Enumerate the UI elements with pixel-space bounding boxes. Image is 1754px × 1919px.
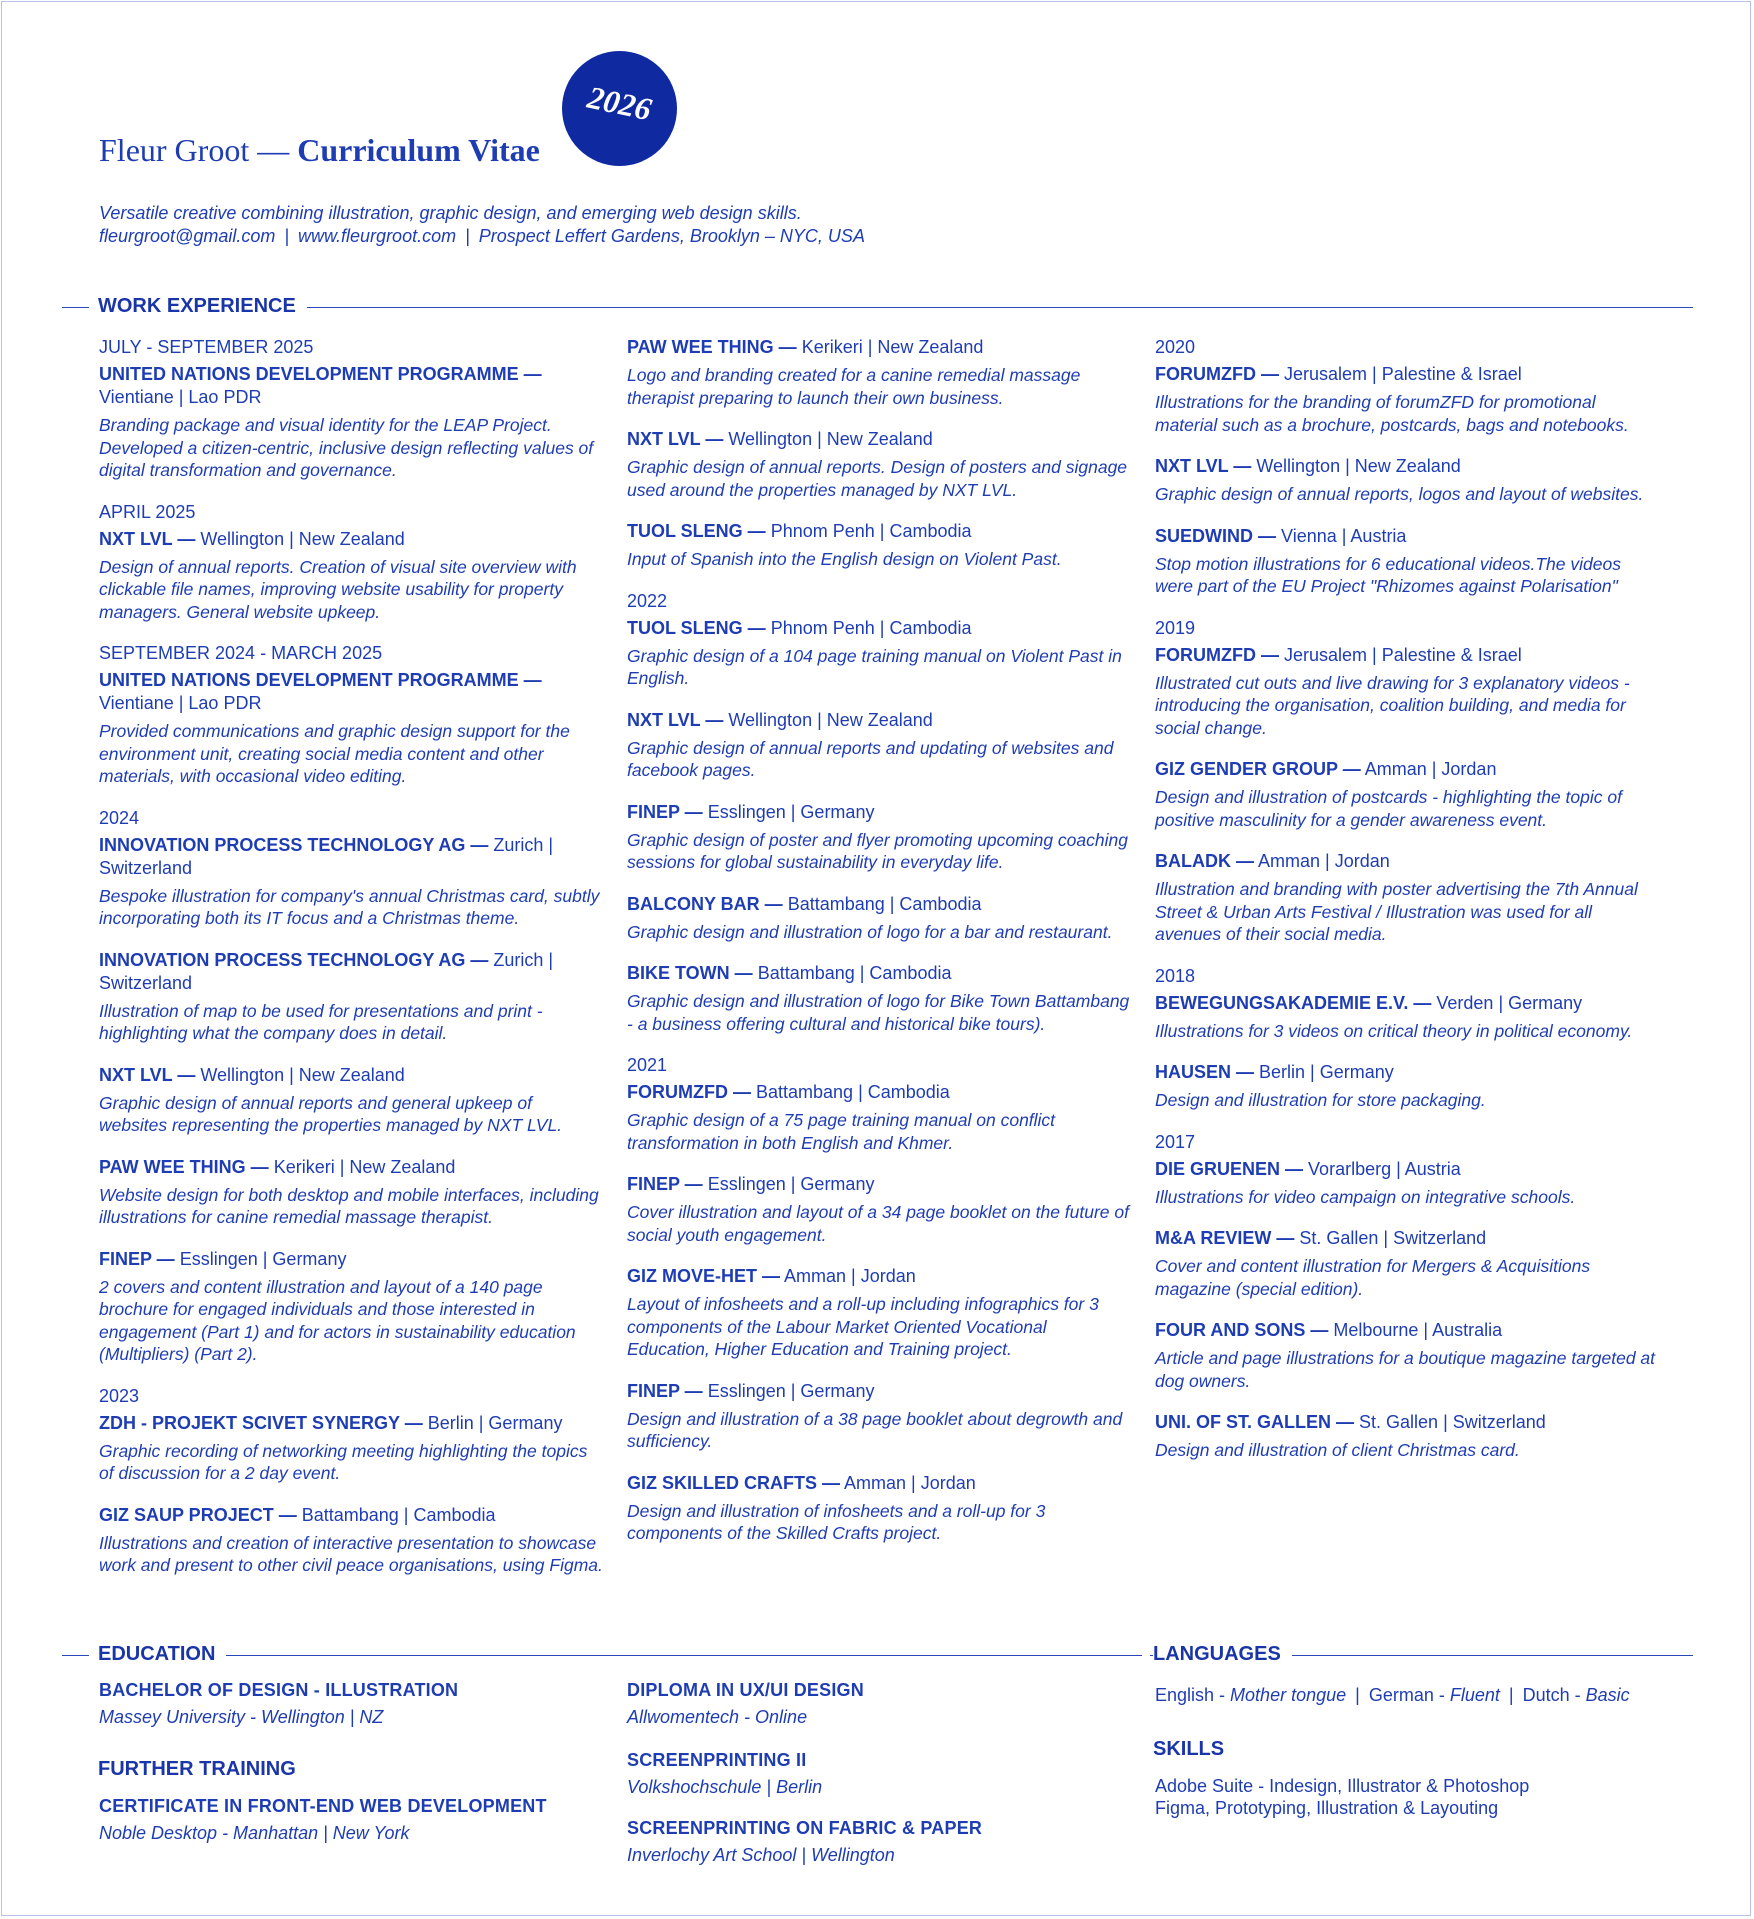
experience-year: 2020 [1155, 337, 1196, 357]
experience-org: BIKE TOWN — [627, 963, 753, 983]
experience-heading [627, 801, 1132, 824]
experience-heading [627, 893, 1132, 916]
experience-heading [627, 428, 1132, 451]
experience-location: Vientiane | Lao PDR [99, 693, 262, 713]
experience-description: Stop motion illustrations for 6 educational videos.The videos were part of the EU Project "Rhizomes against Polarisation" [1155, 553, 1621, 596]
experience-year: 2024 [99, 807, 140, 828]
experience-entry [99, 1064, 604, 1137]
experience-entry [627, 1054, 1132, 1154]
experience-description: Graphic design of annual reports, logos and layout of websites. [1155, 484, 1644, 504]
experience-year: APRIL 2025 [99, 501, 196, 522]
experience-description: Bespoke illustration for company's annual Christmas card, subtly incorporating both its IT focus and a Christmas theme. [99, 885, 600, 928]
experience-heading [627, 1173, 1132, 1196]
experience-description: Graphic design of annual reports and updating of websites and facebook pages. [627, 737, 1114, 780]
experience-org: PAW WEE THING — [627, 337, 797, 357]
experience-org: FINEP — [627, 801, 703, 822]
experience-entry [1155, 758, 1660, 831]
experience-entry [99, 1504, 604, 1577]
experience-entry [627, 962, 1132, 1035]
experience-heading [627, 1380, 1132, 1403]
training-item: SCREENPRINTING ON FABRIC & PAPER Inverlochy Art School | Wellington [627, 1818, 983, 1865]
experience-entry [1155, 1319, 1660, 1392]
experience-heading [627, 1265, 1132, 1288]
experience-heading [1155, 850, 1660, 873]
work-column-2 [627, 336, 1132, 1564]
experience-description: Design and illustration for store packaging. [1155, 1090, 1486, 1110]
experience-description: Graphic design and illustration of logo for a bar and restaurant. [627, 921, 1113, 942]
experience-org: UNI. OF ST. GALLEN — [1155, 1412, 1355, 1432]
experience-heading [99, 834, 604, 880]
experience-heading [99, 1412, 604, 1435]
experience-location: Kerikeri | New Zealand [801, 337, 984, 357]
email-link[interactable]: fleurgroot@gmail.com [99, 226, 276, 246]
experience-entry [627, 893, 1132, 944]
experience-year: 2018 [1155, 965, 1196, 986]
experience-entry [1155, 1227, 1660, 1300]
experience-heading [99, 363, 604, 409]
experience-entry [1155, 965, 1660, 1043]
experience-entry [627, 590, 1132, 690]
experience-org: UNITED NATIONS DEVELOPMENT PROGRAMME — [99, 364, 542, 384]
experience-heading [99, 1156, 604, 1179]
experience-description: Input of Spanish into the English design on Violent Past. [627, 549, 1062, 569]
experience-description: Cover illustration and layout of a 34 page booklet on the future of social youth engagement. [627, 1202, 1129, 1245]
experience-org: INNOVATION PROCESS TECHNOLOGY AG — [99, 834, 489, 855]
education-heading: EDUCATION [89, 1643, 226, 1666]
experience-heading [1155, 1158, 1660, 1181]
experience-year: SEPTEMBER 2024 - MARCH 2025 [99, 643, 383, 663]
experience-location: Battambang | Cambodia [756, 1082, 950, 1102]
experience-heading [99, 528, 604, 551]
experience-description: Design and illustration of postcards - highlighting the topic of positive masculinity for a gender awareness event. [1155, 787, 1622, 830]
experience-org: M&A REVIEW — [1155, 1228, 1295, 1248]
experience-heading [1155, 644, 1660, 667]
experience-description: Illustration and branding with poster advertising the 7th Annual Street & Urban Arts Festival / Illustration was used for all avenues of their social media. [1155, 879, 1638, 944]
experience-location: Wellington | New Zealand [728, 709, 933, 730]
year-badge [562, 51, 677, 166]
experience-org: ZDH - PROJEKT SCIVET SYNERGY — [99, 1412, 423, 1433]
experience-heading [99, 949, 604, 995]
experience-location: Phnom Penh | Cambodia [770, 617, 972, 638]
experience-heading [1155, 992, 1660, 1015]
experience-location: Berlin | Germany [427, 1412, 563, 1433]
experience-org: SUEDWIND — [1155, 525, 1276, 546]
experience-description: Cover and content illustration for Mergers & Acquisitions magazine (special edition). [1155, 1256, 1591, 1299]
experience-org: NXT LVL — [99, 528, 196, 549]
experience-description: Article and page illustrations for a boutique magazine targeted at dog owners. [1155, 1348, 1656, 1391]
experience-heading [99, 1504, 604, 1527]
experience-heading [627, 962, 1132, 985]
experience-description: 2 covers and content illustration and layout of a 140 page brochure for engaged individuals and those interested in engagement (Part 1) and for actors in sustainability education (Multipliers) (Part 2). [99, 1276, 576, 1364]
experience-org: TUOL SLENG — [627, 617, 766, 638]
experience-entry [1155, 336, 1660, 436]
experience-location: Esslingen | Germany [707, 801, 875, 822]
languages-line: English - Mother tongue | German - Fluent | Dutch - Basic [1155, 1685, 1630, 1705]
experience-entry [1155, 1061, 1660, 1112]
experience-entry [627, 1265, 1132, 1361]
year-badge-text: 2026 [584, 78, 655, 128]
experience-org: BEWEGUNGSAKADEMIE E.V. — [1155, 992, 1432, 1013]
experience-entry [627, 520, 1132, 571]
experience-description: Illustrated cut outs and live drawing for 3 explanatory videos - introducing the organisation, coalition building, and media for social change. [1155, 672, 1630, 738]
work-heading: WORK EXPERIENCE [89, 295, 307, 318]
title-dash: — [257, 132, 290, 168]
experience-org: TUOL SLENG — [627, 521, 766, 541]
education-item: DIPLOMA IN UX/UI DESIGN Allwomentech - Online [627, 1680, 864, 1727]
experience-location: Esslingen | Germany [707, 1174, 875, 1194]
experience-location: Verden | Germany [1436, 992, 1583, 1013]
experience-description: Graphic recording of networking meeting highlighting the topics of discussion for a 2 day event. [99, 1440, 588, 1483]
experience-heading [1155, 363, 1660, 386]
experience-org: FINEP — [627, 1380, 703, 1401]
experience-description: Graphic design of poster and flyer promoting upcoming coaching sessions for global sustainability in everyday life. [627, 829, 1128, 872]
experience-location: Phnom Penh | Cambodia [770, 521, 972, 541]
experience-heading [1155, 1227, 1660, 1250]
experience-heading [627, 1081, 1132, 1104]
experience-location: Vienna | Austria [1281, 525, 1407, 546]
experience-entry [627, 336, 1132, 409]
experience-entry [99, 1248, 604, 1366]
experience-org: NXT LVL — [627, 429, 724, 449]
languages-heading: LANGUAGES [1153, 1643, 1292, 1666]
experience-location: Berlin | Germany [1259, 1062, 1394, 1082]
experience-entry [627, 1173, 1132, 1246]
experience-org: HAUSEN — [1155, 1062, 1255, 1082]
experience-description: Design of annual reports. Creation of visual site overview with clickable file names, improving website usability for property managers. General website upkeep. [99, 556, 577, 622]
page-title [99, 132, 540, 169]
experience-org: FINEP — [627, 1174, 703, 1194]
experience-description: Graphic design and illustration of logo for Bike Town Battambang - a business offering cultural and historical bike tours). [627, 991, 1130, 1034]
experience-entry [627, 801, 1132, 874]
experience-entry [627, 428, 1132, 501]
experience-org: FORUMZFD — [1155, 364, 1279, 384]
experience-location: Zurich | Switzerland [99, 834, 554, 878]
experience-description: Logo and branding created for a canine remedial massage therapist preparing to launch their own business. [627, 365, 1081, 408]
experience-location: St. Gallen | Switzerland [1299, 1228, 1487, 1248]
experience-org: BALCONY BAR — [627, 893, 783, 914]
name: Fleur Groot [99, 132, 250, 168]
experience-description: Illustrations for the branding of forumZFD for promotional material such as a brochure, postcards, bags and notebooks. [1155, 392, 1629, 435]
experience-org: INNOVATION PROCESS TECHNOLOGY AG — [99, 949, 489, 970]
cv-label: Curriculum Vitae [297, 132, 540, 168]
experience-org: FORUMZFD — [1155, 644, 1279, 665]
experience-description: Graphic design of annual reports and general upkeep of websites representing the properties managed by NXT LVL. [99, 1092, 563, 1135]
experience-org: FOUR AND SONS — [1155, 1320, 1329, 1340]
experience-heading [1155, 525, 1660, 548]
experience-location: Esslingen | Germany [179, 1248, 347, 1269]
website-link[interactable]: www.fleurgroot.com [298, 226, 457, 246]
experience-heading [627, 520, 1132, 543]
experience-heading [1155, 1061, 1660, 1084]
experience-org: FINEP — [99, 1248, 175, 1269]
experience-entry [627, 1380, 1132, 1453]
experience-location: Vientiane | Lao PDR [99, 387, 262, 407]
experience-location: Esslingen | Germany [707, 1380, 875, 1401]
experience-location: Vorarlberg | Austria [1308, 1158, 1461, 1179]
experience-entry [99, 807, 604, 930]
experience-heading [99, 1064, 604, 1087]
experience-description: Graphic design of a 104 page training manual on Violent Past in English. [627, 645, 1122, 688]
experience-location: Jerusalem | Palestine & Israel [1284, 644, 1522, 665]
experience-description: Illustration of map to be used for presentations and print - highlighting what the company does in detail. [99, 1000, 543, 1043]
experience-org: GIZ SAUP PROJECT — [99, 1504, 297, 1525]
experience-location: Wellington | New Zealand [200, 528, 405, 549]
experience-year: 2019 [1155, 617, 1196, 638]
experience-year: 2023 [99, 1385, 140, 1406]
experience-description: Design and illustration of infosheets and a roll-up for 3 components of the Skilled Crafts project. [627, 1500, 1046, 1543]
experience-org: BALADK — [1155, 851, 1254, 871]
experience-entry [99, 642, 604, 788]
experience-location: Wellington | New Zealand [1256, 456, 1461, 476]
experience-description: Design and illustration of a 38 page booklet about degrowth and sufficiency. [627, 1408, 1123, 1451]
experience-entry [1155, 455, 1660, 506]
experience-location: Amman | Jordan [1364, 759, 1497, 779]
experience-entry [99, 336, 604, 482]
experience-entry [627, 709, 1132, 782]
experience-heading [627, 617, 1132, 640]
experience-location: Amman | Jordan [784, 1266, 916, 1286]
experience-heading [627, 709, 1132, 732]
experience-location: Battambang | Cambodia [301, 1504, 496, 1525]
experience-org: GIZ GENDER GROUP — [1155, 759, 1361, 779]
experience-entry [627, 1472, 1132, 1545]
experience-description: Illustrations and creation of interactive presentation to showcase work and present to other civil peace organisations, using Figma. [99, 1532, 603, 1575]
education-item: BACHELOR OF DESIGN - ILLUSTRATION Massey University - Wellington | NZ [99, 1680, 459, 1727]
experience-org: NXT LVL — [99, 1064, 196, 1085]
experience-location: Wellington | New Zealand [728, 429, 933, 449]
experience-description: Illustrations for video campaign on integrative schools. [1155, 1186, 1576, 1207]
contact-line: fleurgroot@gmail.com | www.fleurgroot.com | Prospect Leffert Gardens, Brooklyn – NYC, USA [99, 226, 865, 246]
experience-org: DIE GRUENEN — [1155, 1158, 1304, 1179]
experience-location: Kerikeri | New Zealand [273, 1156, 456, 1177]
experience-location: Melbourne | Australia [1333, 1320, 1503, 1340]
experience-description: Graphic design of annual reports. Design of posters and signage used around the properties managed by NXT LVL. [627, 457, 1128, 500]
training-item: CERTIFICATE IN FRONT-END WEB DEVELOPMENT Noble Desktop - Manhattan | New York [99, 1796, 547, 1843]
experience-entry [1155, 850, 1660, 946]
experience-org: GIZ SKILLED CRAFTS — [627, 1472, 840, 1493]
work-column-1 [99, 336, 604, 1596]
experience-entry [99, 1385, 604, 1485]
experience-heading [1155, 1319, 1660, 1342]
experience-entry [99, 1156, 604, 1229]
experience-entry [99, 949, 604, 1045]
experience-description: Layout of infosheets and a roll-up including infographics for 3 components of the Labour Market Oriented Vocational Education, Higher Education and Training project. [627, 1294, 1099, 1359]
experience-heading [99, 1248, 604, 1271]
experience-org: PAW WEE THING — [99, 1156, 269, 1177]
experience-entry [1155, 1411, 1660, 1462]
skill-item: Adobe Suite - Indesign, Illustrator & Photoshop [1155, 1776, 1530, 1796]
experience-description: Graphic design of a 75 page training manual on conflict transformation in both English and Khmer. [627, 1110, 1056, 1153]
skills-heading: SKILLS [1153, 1738, 1225, 1760]
experience-heading [99, 669, 604, 715]
experience-year: 2021 [627, 1055, 668, 1075]
experience-description: Branding package and visual identity for the LEAP Project. Developed a citizen-centric, inclusive design reflecting values of digital transformation and governance. [99, 415, 594, 480]
experience-heading [1155, 1411, 1660, 1434]
experience-heading [1155, 758, 1660, 781]
experience-location: Jerusalem | Palestine & Israel [1284, 364, 1522, 384]
experience-org: NXT LVL — [1155, 456, 1252, 476]
experience-location: Amman | Jordan [844, 1472, 976, 1493]
experience-location: St. Gallen | Switzerland [1359, 1412, 1546, 1432]
experience-entry [99, 501, 604, 624]
training-item: SCREENPRINTING II Volkshochschule | Berlin [627, 1750, 823, 1797]
experience-heading [627, 336, 1132, 359]
experience-org: UNITED NATIONS DEVELOPMENT PROGRAMME — [99, 670, 542, 690]
experience-org: GIZ MOVE-HET — [627, 1266, 780, 1286]
skills-list [1155, 1775, 1529, 1819]
experience-location: Battambang | Cambodia [787, 893, 982, 914]
intro [99, 202, 865, 248]
experience-location: Wellington | New Zealand [200, 1064, 405, 1085]
experience-location: Battambang | Cambodia [757, 963, 952, 983]
experience-description: Provided communications and graphic design support for the environment unit, creating social media content and other materials, with occasional video editing. [99, 721, 570, 786]
experience-description: Design and illustration of client Christmas card. [1155, 1440, 1520, 1460]
tagline: Versatile creative combining illustration, graphic design, and emerging web design skills. [99, 203, 802, 223]
experience-heading [1155, 455, 1660, 478]
experience-location: Amman | Jordan [1258, 851, 1390, 871]
experience-heading [627, 1472, 1132, 1495]
experience-org: FORUMZFD — [627, 1082, 751, 1102]
experience-entry [1155, 1131, 1660, 1209]
experience-description: Website design for both desktop and mobile interfaces, including illustrations for canine remedial massage therapist. [99, 1184, 599, 1227]
experience-location: Zurich | Switzerland [99, 949, 554, 993]
experience-org: NXT LVL — [627, 709, 724, 730]
skill-item: Figma, Prototyping, Illustration & Layouting [1155, 1798, 1499, 1818]
work-column-3 [1155, 336, 1660, 1481]
experience-entry [1155, 525, 1660, 598]
experience-year: JULY - SEPTEMBER 2025 [99, 337, 314, 357]
location: Prospect Leffert Gardens, Brooklyn – NYC, USA [478, 226, 865, 246]
experience-description: Illustrations for 3 videos on critical theory in political economy. [1155, 1020, 1633, 1041]
experience-year: 2017 [1155, 1131, 1196, 1152]
experience-year: 2022 [627, 590, 668, 611]
experience-entry [1155, 617, 1660, 740]
further-training-heading: FURTHER TRAINING [98, 1758, 296, 1780]
